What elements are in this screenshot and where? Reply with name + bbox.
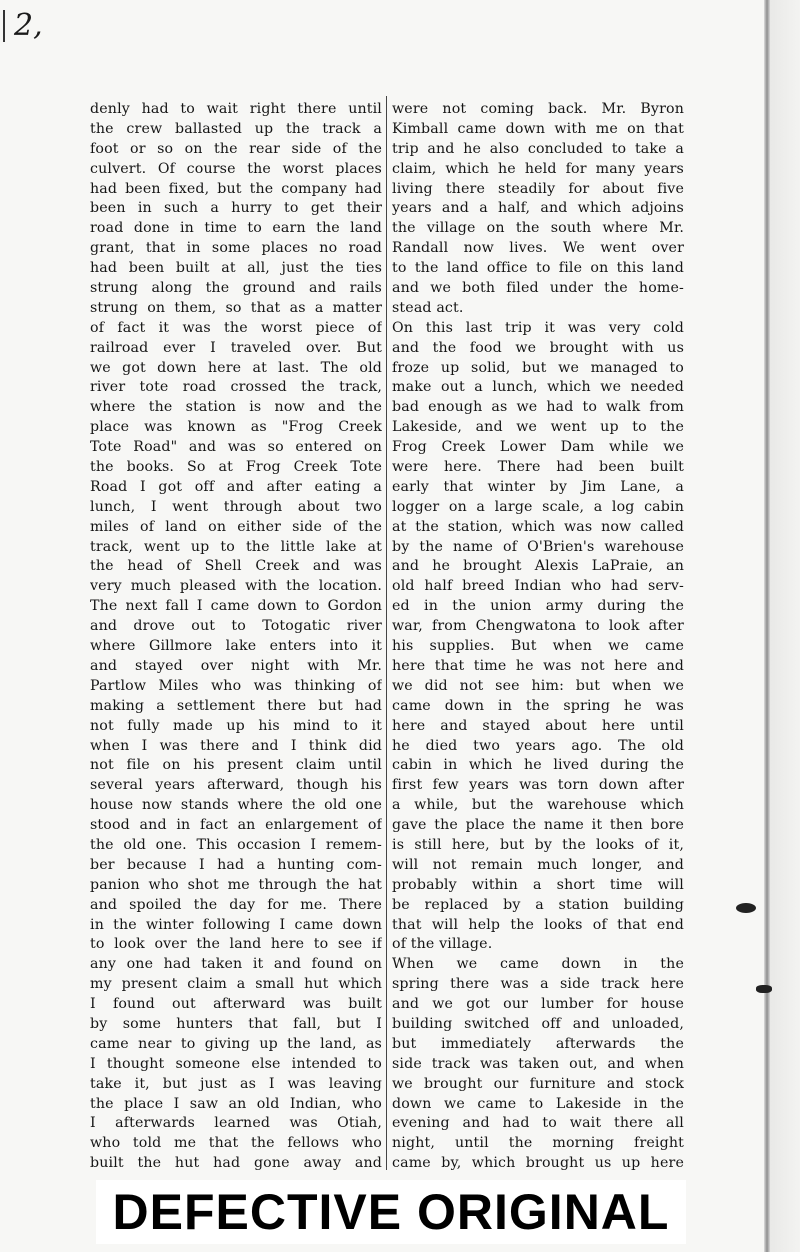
text-line: side track was taken out, and when	[392, 1055, 684, 1072]
text-line: making a settlement there but had	[90, 697, 382, 714]
text-line: of the village.	[392, 936, 493, 953]
text-line: track, went up to the little lake at	[90, 538, 382, 555]
text-line: make out a lunch, which we needed	[392, 379, 684, 396]
text-line: who told me that the fellows who	[90, 1135, 382, 1152]
text-line: to look over the land here to see if	[90, 936, 382, 953]
text-line: Kimball came down with me on that	[392, 120, 684, 137]
text-line: and we both filed under the home-	[392, 280, 684, 297]
text-line: Randall now lives. We went over	[392, 240, 684, 257]
text-line: evening and had to wait there all	[392, 1115, 684, 1132]
text-line: to the land office to file on this land	[392, 260, 684, 277]
text-line: by some hunters that fall, but I	[90, 1015, 382, 1032]
ink-blot	[736, 903, 756, 913]
text-line: foot or so on the rear side of the	[90, 140, 382, 157]
text-line: lunch, I went through about two	[90, 498, 382, 515]
text-line: the place I saw an old Indian, who	[90, 1095, 382, 1112]
text-line: and he brought Alexis LaPraie, an	[392, 558, 684, 575]
text-line: trip and he also concluded to take a	[392, 140, 684, 157]
text-line: ber because I had a hunting com-	[90, 856, 382, 873]
text-line: were here. There had been built	[392, 459, 684, 476]
text-line: spring there was a side track here	[392, 976, 684, 993]
text-line: years and a half, and which adjoins	[392, 200, 684, 217]
text-line: froze up solid, but we managed to	[392, 359, 684, 376]
text-line: came near to giving up the land, as	[90, 1035, 382, 1052]
text-line: probably within a short time will	[392, 876, 684, 893]
text-line: where the station is now and the	[90, 399, 382, 416]
text-line: grant, that in some places no road	[90, 240, 382, 257]
defective-original-stamp: DEFECTIVE ORIGINAL	[96, 1180, 686, 1244]
text-line: will not remain much longer, and	[392, 856, 684, 873]
text-line: came by, which brought us up here	[392, 1155, 684, 1172]
text-line: culvert. Of course the worst places	[90, 160, 382, 177]
column-divider	[386, 96, 387, 1170]
text-line: house now stands where the old one	[90, 797, 382, 814]
text-line: miles of land on either side of the	[90, 518, 382, 535]
text-line: bad enough as we had to walk from	[392, 399, 684, 416]
text-line: living there steadily for about five	[392, 180, 684, 197]
text-line: When we came down in the	[392, 956, 684, 973]
binding-edge	[764, 0, 770, 1252]
margin-mark	[3, 10, 5, 42]
text-line: the old one. This occasion I remem-	[90, 836, 382, 853]
text-line: denly had to wait right there until	[90, 101, 382, 117]
text-line: the books. So at Frog Creek Tote	[90, 459, 382, 476]
text-line: my present claim a small hut which	[90, 976, 382, 993]
text-line: The next fall I came down to Gordon	[90, 598, 382, 615]
text-line: I found out afterward was built	[90, 996, 382, 1013]
text-line: built the hut had gone away and	[90, 1155, 382, 1172]
text-line: not fully made up his mind to it	[90, 717, 382, 734]
right-column	[392, 100, 684, 1174]
text-line: came down in the spring he was	[392, 697, 684, 714]
text-line: Frog Creek Lower Dam while we	[392, 439, 684, 456]
text-line: his supplies. But when we came	[392, 638, 684, 655]
text-line: a while, but the warehouse which	[392, 797, 684, 814]
text-line: Partlow Miles who was thinking of	[90, 677, 382, 694]
page-edge	[770, 0, 800, 1252]
text-line: and we got our lumber for house	[392, 996, 684, 1013]
text-line: cabin in which he lived during the	[392, 757, 684, 774]
text-line: by the name of O'Brien's warehouse	[392, 538, 684, 555]
text-line: logger on a large scale, a log cabin	[392, 498, 684, 515]
text-line: where Gillmore lake enters into it	[90, 638, 382, 655]
left-column	[90, 100, 382, 1174]
text-line: and spoiled the day for me. There	[90, 896, 382, 913]
text-line: of fact it was the worst piece of	[90, 319, 382, 336]
text-line: first few years was torn down after	[392, 777, 684, 794]
text-line: Tote Road" and was so entered on	[90, 439, 382, 456]
text-line: here and stayed about here until	[392, 717, 684, 734]
text-line: the crew ballasted up the track a	[90, 120, 382, 137]
text-line: I afterwards learned was Otiah,	[90, 1115, 382, 1132]
text-line: take it, but just as I was leaving	[90, 1075, 382, 1092]
text-line: had been built at all, just the ties	[90, 260, 382, 277]
text-line: is still here, but by the looks of it,	[392, 836, 684, 853]
text-line: railroad ever I traveled over. But	[90, 339, 382, 356]
text-line: night, until the morning freight	[392, 1135, 684, 1152]
text-line: any one had taken it and found on	[90, 956, 382, 973]
text-line: we got down here at last. The old	[90, 359, 382, 376]
text-line: had been fixed, but the company had	[90, 180, 382, 197]
text-line: but immediately afterwards the	[392, 1035, 684, 1052]
text-line: panion who shot me through the hat	[90, 876, 382, 893]
text-line: old half breed Indian who had serv-	[392, 578, 684, 595]
text-line: war, from Chengwatona to look after	[392, 618, 684, 635]
text-line: not file on his present claim until	[90, 757, 382, 774]
text-line: river tote road crossed the track,	[90, 379, 382, 396]
text-line: been in such a hurry to get their	[90, 200, 382, 217]
text-line: and stayed over night with Mr.	[90, 657, 382, 674]
text-line: road done in time to earn the land	[90, 220, 382, 237]
text-line: he died two years ago. The old	[392, 737, 684, 754]
text-line: I thought someone else intended to	[90, 1055, 382, 1072]
text-line: early that winter by Jim Lane, a	[392, 478, 684, 495]
text-line: when I was there and I think did	[90, 737, 382, 754]
text-line: the village on the south where Mr.	[392, 220, 684, 237]
text-line: strung along the ground and rails	[90, 280, 382, 297]
page-number: 2,	[14, 8, 43, 43]
text-line: Lakeside, and we went up to the	[392, 419, 684, 436]
text-line: we brought our furniture and stock	[392, 1075, 684, 1092]
text-line: in the winter following I came down	[90, 916, 382, 933]
text-line: building switched off and unloaded,	[392, 1015, 684, 1032]
text-line: down we came to Lakeside in the	[392, 1095, 684, 1112]
text-line: ed in the union army during the	[392, 598, 684, 615]
text-line: and the food we brought with us	[392, 339, 684, 356]
text-line: strung on them, so that as a matter	[90, 299, 382, 316]
text-line: claim, which he held for many years	[392, 160, 684, 177]
text-line: stood and in fact an enlargement of	[90, 817, 382, 834]
text-line: place was known as "Frog Creek	[90, 419, 382, 436]
text-line: gave the place the name it then bore	[392, 817, 684, 834]
text-line: several years afterward, though his	[90, 777, 382, 794]
text-line: very much pleased with the location.	[90, 578, 382, 595]
text-line: and drove out to Totogatic river	[90, 618, 382, 635]
ink-blot	[756, 985, 772, 993]
text-line: the head of Shell Creek and was	[90, 558, 382, 575]
text-line: at the station, which was now called	[392, 518, 684, 535]
text-line: be replaced by a station building	[392, 896, 684, 913]
text-line: were not coming back. Mr. Byron	[392, 101, 684, 117]
text-line: that will help the looks of that end	[392, 916, 684, 933]
text-line: stead act.	[392, 299, 464, 316]
text-line: On this last trip it was very cold	[392, 319, 684, 336]
text-line: we did not see him: but when we	[392, 677, 684, 694]
text-line: here that time he was not here and	[392, 657, 684, 674]
text-line: Road I got off and after eating a	[90, 478, 382, 495]
